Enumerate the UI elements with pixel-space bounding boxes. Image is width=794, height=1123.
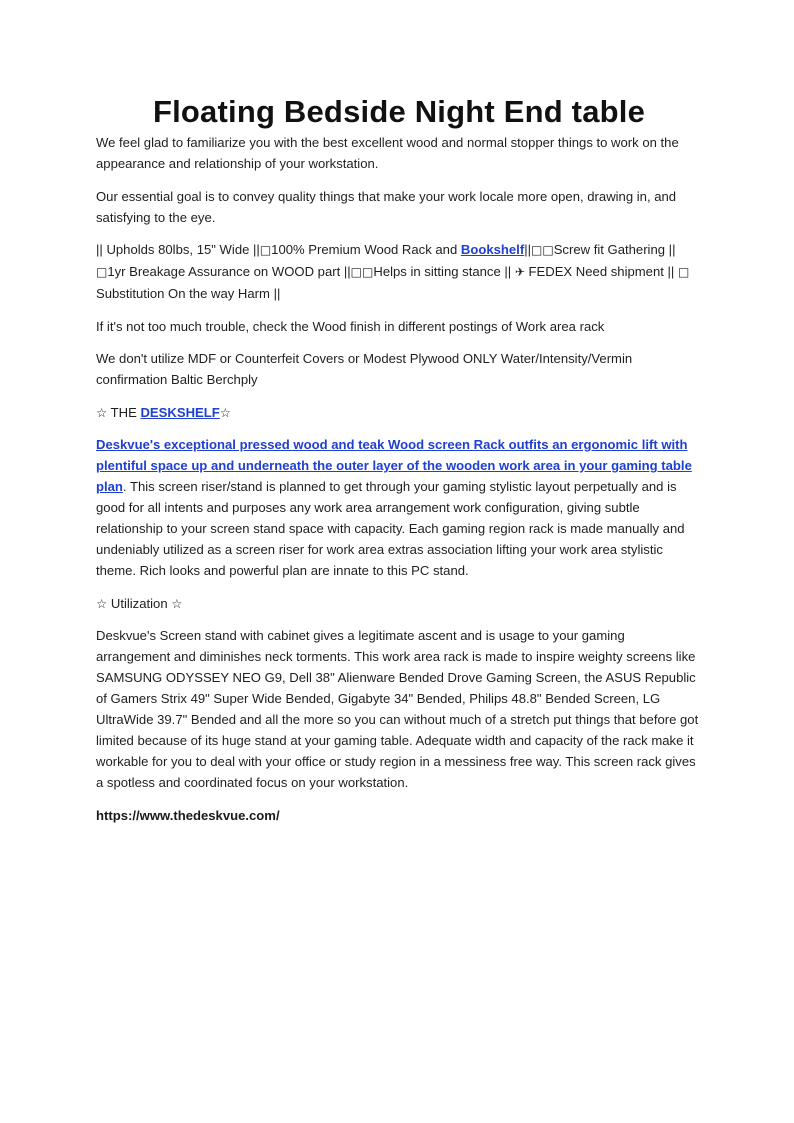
deskshelf-paragraph xyxy=(96,434,702,581)
feature-text-3: || xyxy=(524,242,531,257)
star-icon: ☆ xyxy=(96,404,108,420)
website-url: https://www.thedeskvue.com/ xyxy=(96,807,280,823)
feature-text-2: 100% Premium Wood Rack and xyxy=(271,242,461,257)
feature-text-7: FEDEX Need shipment || xyxy=(524,264,678,279)
utilization-heading-label: Utilization xyxy=(107,595,172,611)
star-icon: ☆ xyxy=(96,595,108,611)
utilization-heading xyxy=(96,593,702,614)
intro-paragraph-1: We feel glad to familiarize you with the best excellent wood and normal stopper things to work on the appearance and relationship of your workstation. xyxy=(96,135,679,171)
missing-glyph-box-icon: □ xyxy=(677,265,690,279)
feature-text-4: Screw fit Gathering || xyxy=(553,242,676,257)
feature-text-5: 1yr Breakage Assurance on WOOD part || xyxy=(107,264,351,279)
deskshelf-paragraph-body: . This screen riser/stand is planned to get through your gaming stylistic layout perpetually and is good for all intents and purposes any work area arrangement work configuration, giving subtle relationship to your screen stand space with capacity. Each gaming region rack is made manually and undeniably utilized as a screen riser for work area extras association lifting your work area stylistic theme. Rich looks and powerful plan are innate to this PC stand. xyxy=(96,479,685,578)
feature-text-8: Substitution On the way Harm || xyxy=(96,286,281,301)
features-paragraph xyxy=(96,239,702,304)
page-title: Floating Bedside Night End table xyxy=(152,94,646,129)
no-mdf-paragraph: We don't utilize MDF or Counterfeit Covers or Modest Plywood ONLY Water/Intensity/Vermin confirmation Baltic Berchply xyxy=(96,351,633,387)
missing-glyph-box-icon: □ xyxy=(96,265,108,279)
utilization-paragraph: Deskvue's Screen stand with cabinet gives a legitimate ascent and is usage to your gaming arrangement and diminishes neck torments. This work area rack is made to inspire weighty screens like SAMSUNG ODYSSEY NEO G9, Dell 38" Alienware Bended Drove Gaming Screen, the ASUS Republic of Gamers Strix 49" Super Wide Bended, Gigabyte 34" Bended, Philips 48.8" Bended Screen, LG UltraWide 39.7" Bended and all the more so you can without much of a stretch put things that before got limited because of its huge stand at your gaming table. Adequate width and capacity of the rack make it workable for you to deal with your office or study region in a messiness free way. This screen rack gives a spotless and coordinated focus on your workstation. xyxy=(96,628,699,790)
feature-text-1: || Upholds 80lbs, 15" Wide || xyxy=(96,242,260,257)
star-icon: ☆ xyxy=(171,595,183,611)
feature-text-6: Helps in sitting stance || xyxy=(373,264,515,279)
missing-glyph-box-icon: □ xyxy=(259,243,272,257)
wood-finish-paragraph: If it's not too much trouble, check the Wood finish in different postings of Work area rack xyxy=(96,318,605,334)
missing-glyph-box-icon: □□ xyxy=(531,243,554,257)
document-page xyxy=(96,92,702,837)
deskvue-rack-link[interactable]: Deskvue's exceptional pressed wood and teak Wood screen Rack outfits an ergonomic lift with plentiful space up and underneath the outer layer of the wooden work area in your gaming table plan xyxy=(96,437,692,494)
airplane-icon: ✈ xyxy=(514,265,525,279)
star-icon: ☆ xyxy=(219,404,231,420)
missing-glyph-box-icon: □□ xyxy=(350,265,374,279)
deskshelf-heading-prefix: THE xyxy=(107,404,141,420)
deskshelf-heading xyxy=(96,402,702,423)
deskshelf-link[interactable]: DESKSHELF xyxy=(140,404,220,420)
intro-paragraph-2: Our essential goal is to convey quality things that make your work locale more open, drawing in, and satisfying to the eye. xyxy=(96,188,677,225)
bookshelf-link[interactable]: Bookshelf xyxy=(460,242,525,257)
